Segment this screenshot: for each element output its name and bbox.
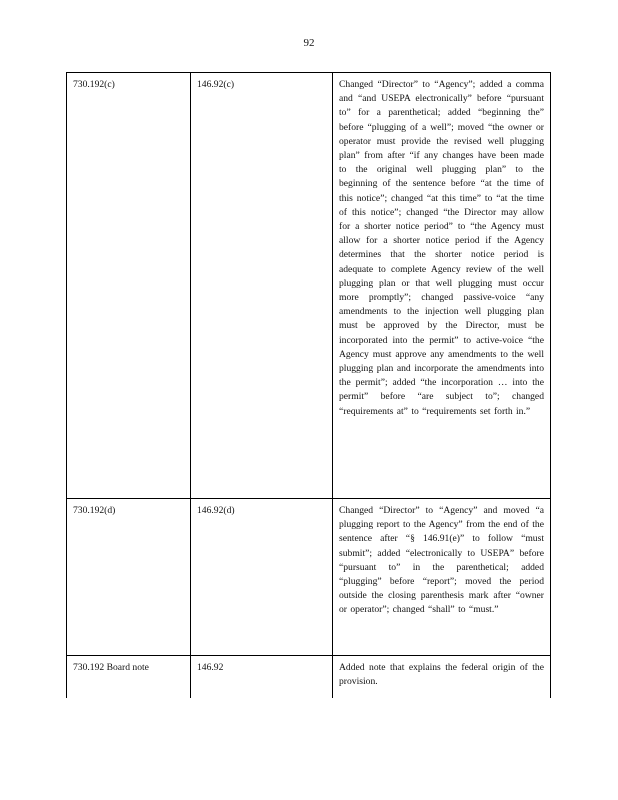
section-cell: 730.192(d) [67, 499, 191, 656]
federal-section-cell: 146.92(d) [191, 499, 333, 656]
comparison-table [66, 72, 551, 698]
federal-section-cell: 146.92(c) [191, 73, 333, 499]
federal-section-cell: 146.92 [191, 656, 333, 698]
description-cell: Changed “Director” to “Agency”; added a comma and “and USEPA electronically” before “pursuant to” for a parenthetical; added “beginning the” before “plugging of a well”; moved “the owner or operator must provide the revised well plugging plan” from after “if any changes have been made to the original well plugging plan” to the beginning of the sentence before “at the time of this notice”; changed “at this time” to “at the time of this notice”; changed “the Director may allow for a shorter notice period” to “the Agency must allow for a shorter notice period if the Agency determines that the shorter notice period is adequate to complete Agency review of the well plugging plan or that well plugging must occur more promptly”; changed passive-voice “any amendments to the injection well plugging plan must be approved by the Director, must be incorporated into the permit” to active-voice “the Agency must approve any amendments to the well plugging plan and incorporate the amendments into the permit”; added “the incorporation … into the permit” before “are subject to”; changed “requirements at” to “requirements set forth in.” [333, 73, 551, 499]
section-cell: 730.192 Board note [67, 656, 191, 698]
table-row [67, 656, 551, 698]
page-number: 92 [303, 37, 315, 49]
table-row [67, 73, 551, 499]
section-cell: 730.192(c) [67, 73, 191, 499]
table-row [67, 499, 551, 656]
description-cell: Changed “Director” to “Agency” and moved “a plugging report to the Agency” from the end of the sentence after “§ 146.91(e)” to follow “must submit”; added “electronically to USEPA” before “pursuant to” in the parenthetical; added “plugging” before “report”; moved the period outside the closing parenthesis mark after “owner or operator”; changed “shall” to “must.” [333, 499, 551, 656]
description-cell: Added note that explains the federal origin of the provision. [333, 656, 551, 698]
